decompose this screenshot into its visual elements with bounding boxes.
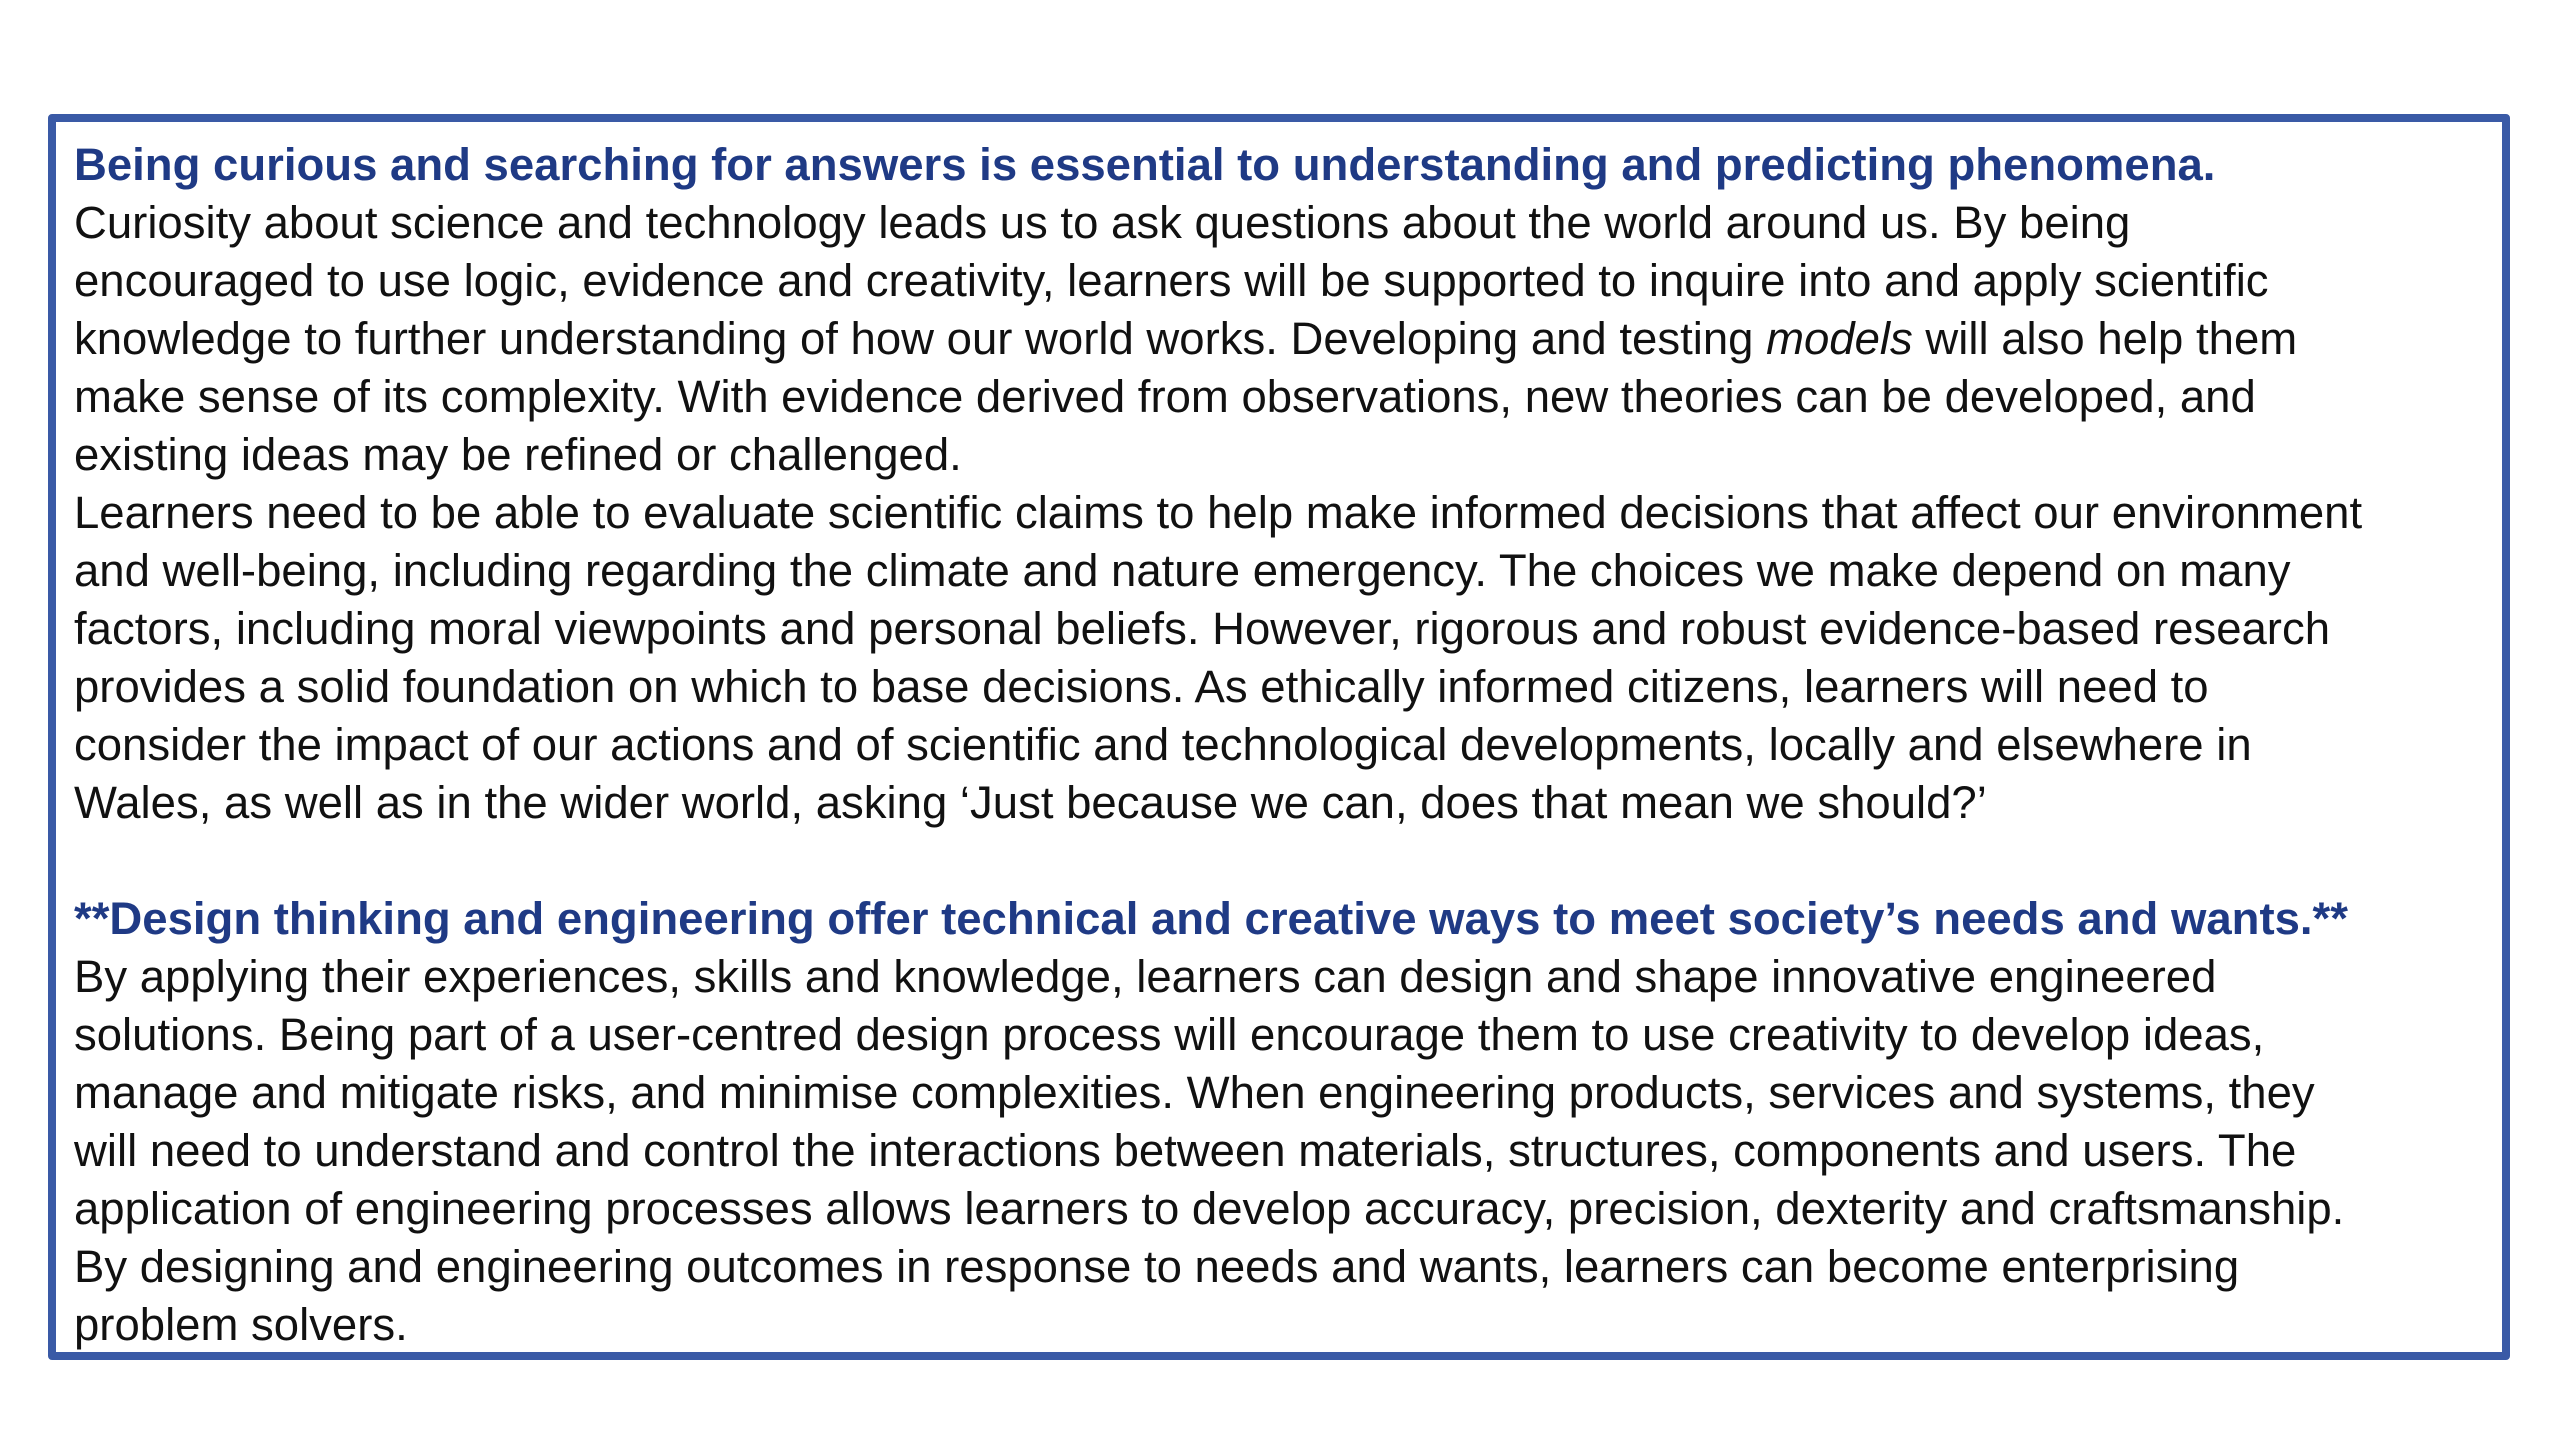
section-1-line: existing ideas may be refined or challenged. — [74, 429, 962, 480]
section-1-line: and well-being, including regarding the climate and nature emergency. The choices we make depend on many — [74, 545, 2291, 596]
section-2-heading: **Design thinking and engineering offer technical and creative ways to meet society’s needs and wants.** — [74, 893, 2348, 944]
paragraph-spacer — [74, 832, 2484, 890]
section-2-line: manage and mitigate risks, and minimise complexities. When engineering products, services and systems, they — [74, 1067, 2315, 1118]
section-2-line: By designing and engineering outcomes in response to needs and wants, learners can become enterprising — [74, 1241, 2240, 1292]
section-1-line: make sense of its complexity. With evidence derived from observations, new theories can be developed, and — [74, 371, 2256, 422]
section-2-line: will need to understand and control the interactions between materials, structures, components and users. The — [74, 1125, 2297, 1176]
section-1-heading: Being curious and searching for answers is essential to understanding and predicting phenomena. — [74, 139, 2216, 190]
section-1-line — [74, 310, 2484, 368]
section-1-line: Learners need to be able to evaluate scientific claims to help make informed decisions that affect our environment — [74, 487, 2363, 538]
line-text: knowledge to further understanding of how our world works. Developing and testing — [74, 313, 1767, 364]
section-1-line: consider the impact of our actions and of scientific and technological developments, locally and elsewhere in — [74, 719, 2252, 770]
section-1-line: factors, including moral viewpoints and personal beliefs. However, rigorous and robust evidence-based research — [74, 603, 2331, 654]
text-box — [48, 114, 2510, 1360]
section-2-line: problem solvers. — [74, 1299, 408, 1350]
section-1-line: Curiosity about science and technology leads us to ask questions about the world around us. By being — [74, 197, 2131, 248]
section-1-line: encouraged to use logic, evidence and creativity, learners will be supported to inquire into and apply scientific — [74, 255, 2269, 306]
section-1-line: Wales, as well as in the wider world, asking ‘Just because we can, does that mean we should?’ — [74, 777, 1987, 828]
line-text: will also help them — [1912, 313, 2298, 364]
section-2-line: solutions. Being part of a user-centred design process will encourage them to use creativity to develop ideas, — [74, 1009, 2265, 1060]
section-2-line: application of engineering processes allows learners to develop accuracy, precision, dexterity and craftsmanship. — [74, 1183, 2345, 1234]
models-emphasis: models — [1766, 313, 1913, 364]
section-2-line: By applying their experiences, skills and knowledge, learners can design and shape innovative engineered — [74, 951, 2217, 1002]
section-1-line: provides a solid foundation on which to base decisions. As ethically informed citizens, learners will need to — [74, 661, 2209, 712]
